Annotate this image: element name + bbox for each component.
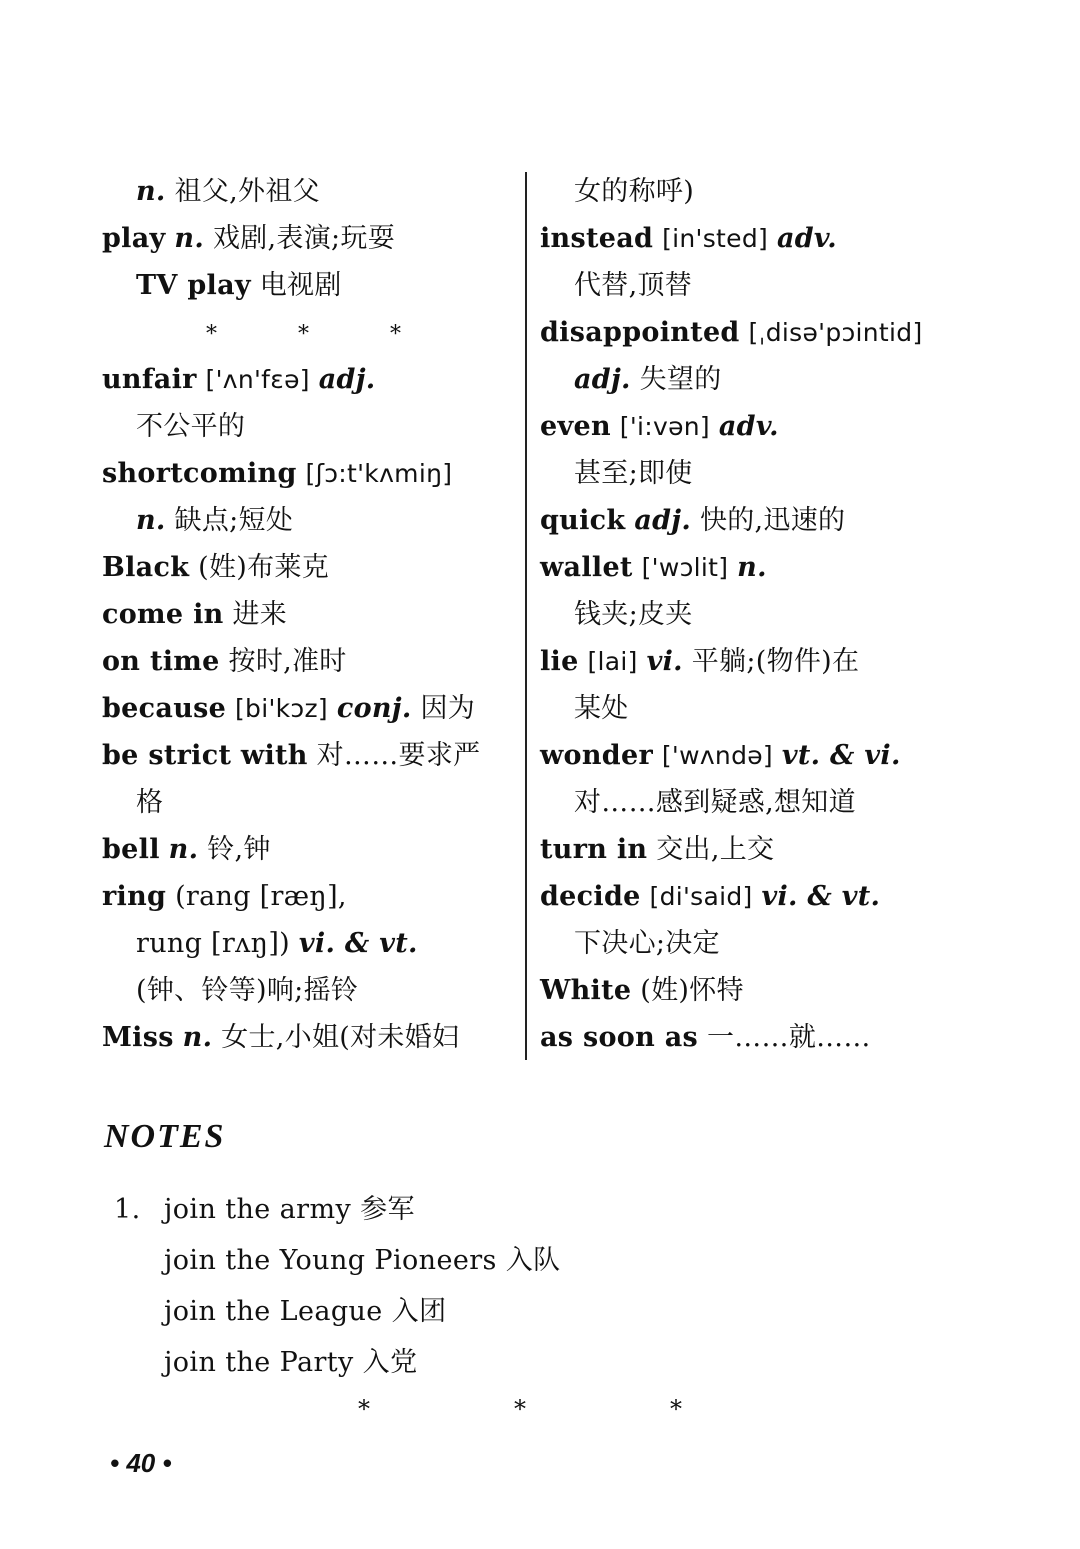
phonetic: ['i:vən] [619, 412, 710, 441]
definition: 交出,上交 [656, 834, 775, 865]
definition: (姓)怀特 [640, 975, 744, 1006]
vocab-entry-line [102, 168, 520, 215]
headword: turn in [540, 834, 648, 865]
section-end-stars [0, 1395, 1080, 1435]
definition: 下决心;决定 [574, 928, 720, 959]
vocab-entry-line [540, 638, 960, 685]
part-of-speech: adj. [634, 505, 692, 536]
definition: 某处 [574, 693, 629, 724]
phonetic: ['ʌn'fɛə] [205, 365, 310, 394]
vocab-entry-line [540, 685, 960, 732]
part-of-speech: vi. & vt. [761, 881, 881, 912]
part-of-speech: adv. [776, 223, 837, 254]
star-mark: * [358, 1395, 370, 1423]
headword: bell [102, 834, 160, 865]
vocab-entry-line [540, 262, 960, 309]
vocab-entry-line [540, 779, 960, 826]
page-number: • 40 • [110, 1448, 172, 1478]
vocab-entry-line [102, 450, 520, 497]
definition: 不公平的 [136, 411, 246, 442]
note-line: join the Young Pioneers 入队 [164, 1245, 561, 1276]
headword: instead [540, 223, 654, 254]
headword: Miss [102, 1022, 174, 1053]
part-of-speech: n. [136, 505, 166, 536]
part-of-speech: conj. [336, 693, 412, 724]
phonetic: [in'sted] [662, 224, 769, 253]
definition: 女的称呼) [574, 176, 695, 207]
note-item [114, 1184, 914, 1235]
headword: come in [102, 599, 224, 630]
star-mark: * [390, 322, 401, 347]
vocab-entry-line [102, 732, 520, 779]
part-of-speech: vt. & vi. [781, 740, 901, 771]
notes-section [114, 1184, 914, 1388]
headword: quick [540, 505, 626, 536]
definition: 按时,准时 [228, 646, 347, 677]
vocab-entry-line [540, 497, 960, 544]
definition: rung [rʌŋ]) [136, 928, 291, 959]
phonetic: [bi'kɔz] [235, 694, 328, 723]
headword: wonder [540, 740, 653, 771]
notes-heading: NOTES [104, 1118, 226, 1155]
definition: 铃,钟 [207, 834, 271, 865]
vocab-entry-line [102, 1014, 520, 1061]
definition: 因为 [420, 693, 476, 724]
headword: play [102, 223, 166, 254]
definition: 戏剧,表演;玩耍 [212, 223, 396, 254]
vocab-entry-line [540, 215, 960, 262]
definition: 对……要求严 [316, 740, 481, 771]
vocab-entry-line [102, 920, 520, 967]
vocab-entry-line [102, 497, 520, 544]
definition: 进来 [232, 599, 288, 630]
headword: TV play [136, 270, 251, 301]
vocab-entry-line [102, 544, 520, 591]
vocab-entry-line [102, 873, 520, 920]
definition: 对……感到疑惑,想知道 [574, 787, 856, 818]
headword: unfair [102, 364, 197, 395]
vocab-entry-line [540, 967, 960, 1014]
note-number: 1. [114, 1194, 141, 1225]
phonetic: ['wʌndə] [661, 741, 773, 770]
phonetic: [di'said] [649, 882, 753, 911]
definition: 甚至;即使 [574, 458, 693, 489]
vocab-entry-line [102, 638, 520, 685]
headword: lie [540, 646, 579, 677]
definition: 代替,顶替 [574, 270, 693, 301]
definition: 女士,小姐(对未婚妇 [221, 1022, 460, 1053]
vocab-entry-line [540, 168, 960, 215]
part-of-speech: n. [174, 223, 205, 254]
headword: shortcoming [102, 458, 297, 489]
vocab-entry-line [102, 356, 520, 403]
vocab-entry-line [540, 826, 960, 873]
vocab-entry-line [540, 356, 960, 403]
vocab-entry-line [540, 873, 960, 920]
vocab-entry-line [102, 215, 520, 262]
part-of-speech: adj. [574, 364, 631, 395]
vocabulary-left-column [102, 168, 520, 1061]
headword: because [102, 693, 227, 724]
star-mark: * [298, 322, 309, 347]
vocab-entry-line [102, 967, 520, 1014]
vocab-entry-line [102, 262, 520, 309]
part-of-speech: n. [136, 176, 166, 207]
column-divider [525, 172, 527, 1060]
star-mark: * [514, 1395, 526, 1423]
definition: 钱夹;皮夹 [574, 599, 693, 630]
vocab-entry-line [540, 591, 960, 638]
definition: 祖父,外祖父 [174, 176, 320, 207]
vocab-entry-line [102, 685, 520, 732]
vocab-entry-line [540, 309, 960, 356]
headword: on time [102, 646, 220, 677]
phonetic: [ʃɔ:t'kʌmiŋ] [305, 459, 453, 488]
vocab-entry-line [102, 403, 520, 450]
vocab-entry-line [540, 920, 960, 967]
definition: 平躺;(物件)在 [691, 646, 860, 677]
headword: disappointed [540, 317, 740, 348]
star-mark: * [206, 322, 217, 347]
definition: 电视剧 [259, 270, 342, 301]
phonetic: [lai] [587, 647, 638, 676]
note-line: join the Party 入党 [164, 1347, 418, 1378]
vocabulary-right-column [540, 168, 960, 1061]
definition: 缺点;短处 [174, 505, 294, 536]
phonetic: [ˌdisə'pɔintid] [748, 318, 923, 347]
part-of-speech: vi. [646, 646, 683, 677]
part-of-speech: adv. [718, 411, 779, 442]
vocab-entry-line [540, 732, 960, 779]
vocab-entry-line [540, 1014, 960, 1061]
definition: (钟、铃等)响;摇铃 [136, 975, 359, 1006]
definition: 一……就…… [706, 1022, 871, 1053]
phonetic: ['wɔlit] [641, 553, 729, 582]
part-of-speech: vi. & vt. [298, 928, 418, 959]
headword: decide [540, 881, 641, 912]
vocab-entry-line [540, 403, 960, 450]
definition: 格 [136, 787, 164, 818]
definition: (姓)布莱克 [198, 552, 329, 583]
part-of-speech: adj. [318, 364, 376, 395]
definition: 快的,迅速的 [699, 505, 846, 536]
headword: as soon as [540, 1022, 699, 1053]
star-mark: * [670, 1395, 682, 1423]
definition: (rang [ræŋ], [175, 881, 347, 912]
headword: Black [102, 552, 190, 583]
part-of-speech: n. [737, 552, 767, 583]
note-line-text: join the army 参军 [164, 1194, 415, 1225]
separator-stars [102, 309, 520, 356]
vocab-entry-line [540, 544, 960, 591]
note-line: join the League 入团 [164, 1296, 447, 1327]
part-of-speech: n. [168, 834, 199, 865]
definition: 失望的 [639, 364, 722, 395]
headword: wallet [540, 552, 633, 583]
headword: ring [102, 881, 167, 912]
headword: White [540, 975, 632, 1006]
part-of-speech: n. [182, 1022, 213, 1053]
headword: be strict with [102, 740, 308, 771]
vocab-entry-line [102, 779, 520, 826]
headword: even [540, 411, 611, 442]
vocab-entry-line [102, 826, 520, 873]
vocab-entry-line [540, 450, 960, 497]
vocab-entry-line [102, 591, 520, 638]
